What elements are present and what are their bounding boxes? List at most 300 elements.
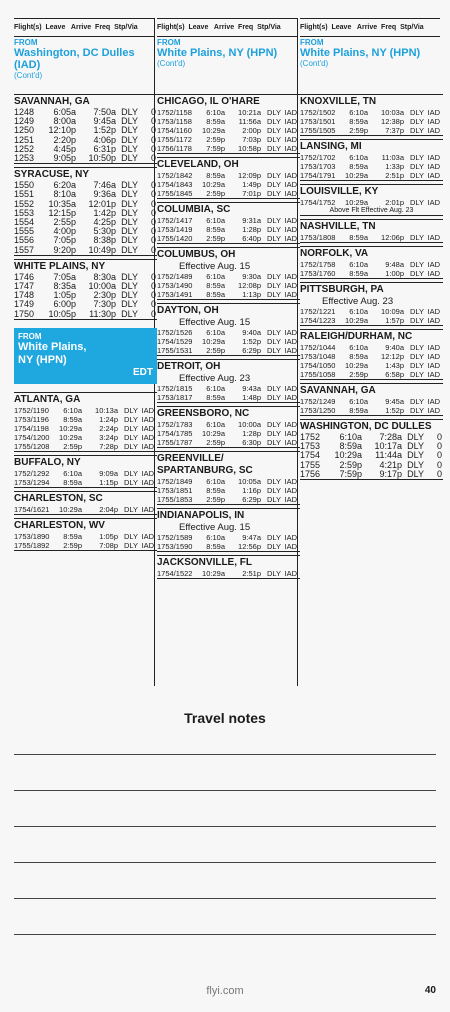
arrive-time: 9:40a <box>385 343 404 352</box>
frequency: DLY <box>409 162 424 171</box>
flight-number: 1753 <box>300 441 321 452</box>
flight-number: 1754 <box>300 450 321 461</box>
leave-time: 2:59p <box>206 346 225 355</box>
leave-time: 6:10a <box>206 477 225 486</box>
leave-time: 10:29a <box>345 316 368 325</box>
destination-section <box>14 518 157 551</box>
flight-row <box>157 420 300 429</box>
flight-row <box>157 189 300 198</box>
frequency: DLY <box>121 271 138 282</box>
frequency: DLY <box>121 125 138 136</box>
stops-via: 0 <box>150 226 156 237</box>
frequency: DLY <box>123 504 138 514</box>
flight-number: 1754/1198 <box>14 423 49 433</box>
arrive-time: 9:47a <box>242 533 261 542</box>
destination-section <box>14 259 157 320</box>
stops-via: IAD <box>284 180 297 189</box>
frequency: DLY <box>266 126 281 135</box>
flight-number: 1752 <box>300 432 321 442</box>
flight-row <box>157 216 300 225</box>
destination-name: RALEIGH/DURHAM, NC <box>300 331 413 342</box>
destination-section <box>157 157 300 199</box>
flight-row <box>300 406 443 415</box>
frequency: DLY <box>409 198 424 207</box>
frequency: DLY <box>123 540 138 550</box>
frequency: DLY <box>121 226 138 237</box>
from-city: Washington, DC Dulles (IAD) <box>14 47 135 71</box>
flight-number: 1253 <box>14 153 35 164</box>
arrive-time: 2:51p <box>242 569 261 578</box>
flight-row <box>157 429 300 438</box>
arrive-time: 2:01p <box>385 198 404 207</box>
stops-via: IAD <box>284 281 297 290</box>
flight-number: 1754/1621 <box>14 504 50 514</box>
leave-time: 2:59p <box>206 135 225 144</box>
flight-number: 1249 <box>14 116 35 127</box>
stops-via: IAD <box>141 414 154 424</box>
frequency: DLY <box>266 225 281 234</box>
frequency: DLY <box>121 143 138 154</box>
arrive-time: 7:50a <box>93 107 116 117</box>
stops-via: IAD <box>284 108 297 117</box>
frequency: DLY <box>409 233 424 242</box>
destination-section <box>14 392 157 452</box>
frequency: DLY <box>266 290 281 299</box>
arrive-time: 9:17p <box>379 468 402 479</box>
arrive-time: 11:56a <box>238 117 261 126</box>
stops-via: IAD <box>284 337 297 346</box>
frequency: DLY <box>266 216 281 225</box>
leave-time: 8:59a <box>63 531 82 541</box>
flight-number: 1753/1808 <box>300 233 336 242</box>
frequency: DLY <box>121 134 138 145</box>
effective-note: Effective Aug. 15 <box>179 317 251 328</box>
arrive-time: 7:01p <box>242 189 261 198</box>
arrive-time: 12:09p <box>238 171 261 180</box>
flight-row <box>157 384 300 393</box>
frequency: DLY <box>266 337 281 346</box>
from-origin-box <box>14 328 157 384</box>
notes-line <box>14 754 436 755</box>
destination-section <box>300 282 443 326</box>
flight-number: 1752/1221 <box>300 307 336 316</box>
flight-row <box>157 533 300 542</box>
frequency: DLY <box>407 468 424 479</box>
destination-section <box>300 246 443 279</box>
leave-time: 10:29a <box>202 126 225 135</box>
flight-number: 1752/1758 <box>300 260 336 269</box>
arrive-time: 2:51p <box>385 171 404 180</box>
frequency: DLY <box>121 180 138 191</box>
arrive-time: 11:03a <box>381 153 404 162</box>
stops-via: IAD <box>284 225 297 234</box>
flight-row <box>157 108 300 117</box>
flight-number: 1750 <box>14 308 35 319</box>
flight-row <box>14 442 157 451</box>
stops-via: IAD <box>141 405 154 415</box>
leave-time: 10:29a <box>345 171 368 180</box>
stops-via: 0 <box>150 281 156 292</box>
flight-number: 1746 <box>14 271 35 282</box>
arrive-time: 4:21p <box>379 459 402 470</box>
leave-time: 6:05a <box>53 107 76 117</box>
frequency: DLY <box>407 450 424 461</box>
arrive-time: 4:25p <box>93 217 116 228</box>
leave-time: 6:10a <box>349 108 368 117</box>
stops-via: 0 <box>150 143 156 154</box>
flight-row <box>300 153 443 162</box>
flight-number: 1753/1851 <box>157 486 193 495</box>
stops-via: IAD <box>141 432 154 442</box>
flight-number: 1754/1752 <box>300 198 336 207</box>
arrive-time: 1:52p <box>385 406 404 415</box>
flight-number: 1252 <box>14 143 35 154</box>
leave-time: 9:20p <box>53 244 76 255</box>
flight-number: 1755/1845 <box>157 189 193 198</box>
flight-number: 1755/1505 <box>300 126 336 135</box>
flight-number: 1752/1849 <box>157 477 193 486</box>
stops-via: IAD <box>284 569 297 578</box>
frequency: DLY <box>266 272 281 281</box>
arrive-time: 12:56p <box>238 542 261 551</box>
flight-number: 1753/1196 <box>14 414 49 424</box>
flight-number: 1753/1703 <box>300 162 336 171</box>
stops-via: 0 <box>150 244 156 255</box>
arrive-time: 9:09a <box>99 468 118 478</box>
from-label: FROM <box>157 38 181 47</box>
frequency: DLY <box>266 542 281 551</box>
leave-time: 2:59p <box>63 441 82 451</box>
from-city: White Plains, <box>18 340 87 353</box>
leave-time: 8:59a <box>206 281 225 290</box>
arrive-time: 2:00p <box>242 126 261 135</box>
notes-line <box>14 826 436 827</box>
destination-section <box>14 455 157 488</box>
leave-time: 2:55p <box>53 217 76 228</box>
footer-url: flyi.com <box>206 985 244 997</box>
leave-time: 6:10a <box>206 420 225 429</box>
flight-number: 1754/1843 <box>157 180 193 189</box>
stops-via: IAD <box>284 144 297 153</box>
leave-time: 8:59a <box>349 233 368 242</box>
stops-via: IAD <box>427 233 440 242</box>
leave-time: 10:35a <box>48 198 76 209</box>
stops-via: 0 <box>150 290 156 301</box>
flight-number: 1752/1589 <box>157 533 193 542</box>
stops-via: IAD <box>284 495 297 504</box>
flight-number: 1248 <box>14 107 35 117</box>
flight-row <box>157 569 300 578</box>
stops-via: IAD <box>427 260 440 269</box>
frequency: DLY <box>266 117 281 126</box>
timezone-label: EDT <box>133 366 153 378</box>
column-header-3: Flight(s) Leave Arrive Freq Stp/Via <box>300 18 440 37</box>
destination-name: COLUMBUS, OH <box>157 249 236 260</box>
leave-time: 8:59a <box>349 117 368 126</box>
stops-via: IAD <box>284 346 297 355</box>
arrive-time: 9:36a <box>93 189 116 200</box>
arrive-time: 1:49p <box>242 180 261 189</box>
frequency: DLY <box>266 234 281 243</box>
flight-number: 1752/1489 <box>157 272 193 281</box>
arrive-time: 8:38p <box>93 235 116 246</box>
leave-time: 10:29a <box>202 429 225 438</box>
from-city: NY (HPN) <box>18 353 67 366</box>
frequency: DLY <box>121 207 138 218</box>
destination-section <box>300 139 443 181</box>
flight-number: 1753/1491 <box>157 290 193 299</box>
destination-name: SAVANNAH, GA <box>300 385 376 396</box>
leave-time: 8:10a <box>53 189 76 200</box>
flight-number: 1755/1853 <box>157 495 193 504</box>
arrive-time: 1:52p <box>93 125 116 136</box>
frequency: DLY <box>266 438 281 447</box>
stops-via: 0 <box>150 189 156 200</box>
frequency: DLY <box>123 531 138 541</box>
timetable-column-1 <box>14 18 157 554</box>
frequency: DLY <box>266 346 281 355</box>
destination-section <box>157 406 300 448</box>
leave-time: 6:10a <box>63 468 82 478</box>
frequency: DLY <box>409 361 424 370</box>
arrive-time: 7:03p <box>242 135 261 144</box>
frequency: DLY <box>409 108 424 117</box>
leave-time: 10:29a <box>202 337 225 346</box>
arrive-time: 1:15p <box>99 477 118 487</box>
arrive-time: 10:58p <box>238 144 261 153</box>
leave-time: 8:59a <box>206 225 225 234</box>
leave-time: 6:10a <box>206 216 225 225</box>
from-city: White Plains, NY (HPN) <box>157 47 278 59</box>
flight-row <box>157 486 300 495</box>
flight-number: 1753/1158 <box>157 117 192 126</box>
destination-name: JACKSONVILLE, FL <box>157 557 253 568</box>
flight-row <box>300 269 443 278</box>
stops-via: IAD <box>284 533 297 542</box>
flight-row <box>14 532 157 541</box>
destination-section <box>300 419 443 480</box>
stops-via: 0 <box>150 107 156 117</box>
flight-row <box>157 393 300 402</box>
arrive-time: 2:30p <box>93 290 116 301</box>
destination-name: CHICAGO, IL O'HARE <box>157 96 260 107</box>
stops-via: IAD <box>284 384 297 393</box>
flight-row <box>14 246 157 255</box>
flight-number: 1754/1785 <box>157 429 193 438</box>
destination-section <box>157 247 300 300</box>
leave-time: 4:00p <box>53 226 76 237</box>
flight-row <box>157 438 300 447</box>
arrive-time: 1:24p <box>99 414 118 424</box>
stops-via: 0 <box>150 299 156 310</box>
leave-time: 2:59p <box>349 126 368 135</box>
flight-row <box>14 469 157 478</box>
flight-number: 1754/1223 <box>300 316 336 325</box>
leave-time: 6:10a <box>206 384 225 393</box>
frequency: DLY <box>409 352 424 361</box>
from-continued: (Cont'd) <box>14 71 43 80</box>
leave-time: 10:29a <box>59 423 82 433</box>
leave-time: 6:00p <box>53 299 76 310</box>
arrive-time: 7:30p <box>93 299 116 310</box>
destination-name: LANSING, MI <box>300 141 362 152</box>
frequency: DLY <box>121 198 138 209</box>
flight-row <box>300 316 443 325</box>
frequency: DLY <box>121 235 138 246</box>
destination-name: WHITE PLAINS, NY <box>14 260 106 272</box>
flight-row <box>300 343 443 352</box>
frequency: DLY <box>266 569 281 578</box>
flight-number: 1755/1172 <box>157 135 192 144</box>
effective-note: Effective Aug. 23 <box>179 373 251 384</box>
flight-row <box>300 108 443 117</box>
flight-row <box>300 233 443 242</box>
arrive-time: 1:16p <box>242 486 261 495</box>
leave-time: 8:59a <box>349 406 368 415</box>
arrive-time: 9:45a <box>93 116 116 127</box>
frequency: DLY <box>407 459 424 470</box>
stops-via: 0 <box>150 235 156 246</box>
stops-via: IAD <box>284 117 297 126</box>
frequency: DLY <box>266 384 281 393</box>
frequency: DLY <box>123 468 138 478</box>
flight-number: 1752/1526 <box>157 328 193 337</box>
leave-time: 6:10a <box>349 307 368 316</box>
stops-via: IAD <box>141 468 154 478</box>
frequency: DLY <box>409 153 424 162</box>
leave-time: 6:10a <box>339 432 362 442</box>
arrive-time: 2:24p <box>99 423 118 433</box>
stops-via: 0 <box>436 468 442 479</box>
leave-time: 6:10a <box>63 405 82 415</box>
frequency: DLY <box>409 307 424 316</box>
frequency: DLY <box>409 406 424 415</box>
frequency: DLY <box>121 116 138 127</box>
leave-time: 2:59p <box>206 189 225 198</box>
destination-section <box>300 383 443 416</box>
arrive-time: 4:06p <box>93 134 116 145</box>
stops-via: 0 <box>150 125 156 136</box>
flight-number: 1753/1294 <box>14 477 50 487</box>
destination-name: NASHVILLE, TN <box>300 221 376 232</box>
flight-number: 1250 <box>14 125 35 136</box>
frequency: DLY <box>409 397 424 406</box>
flight-number: 1752/1044 <box>300 343 336 352</box>
leave-time: 2:59p <box>63 540 82 550</box>
flight-number: 1752/1292 <box>14 468 50 478</box>
leave-time: 6:10a <box>206 108 225 117</box>
column-header-2: Flight(s) Leave Arrive Freq Stp/Via <box>157 18 297 37</box>
flight-row <box>157 495 300 504</box>
flight-row <box>157 126 300 135</box>
arrive-time: 3:24p <box>99 432 118 442</box>
flight-number: 1753/1890 <box>14 531 50 541</box>
arrive-time: 9:40a <box>242 328 261 337</box>
flight-number: 1755/1787 <box>157 438 193 447</box>
flight-number: 1756/1178 <box>157 144 192 153</box>
leave-time: 8:59a <box>349 162 368 171</box>
destination-section <box>157 359 300 403</box>
flight-row <box>157 234 300 243</box>
leave-time: 12:10p <box>48 125 76 136</box>
stops-via: IAD <box>427 117 440 126</box>
destination-section <box>14 167 157 256</box>
frequency: DLY <box>123 477 138 487</box>
leave-time: 7:05p <box>53 235 76 246</box>
frequency: DLY <box>407 441 424 452</box>
leave-time: 8:59a <box>206 117 225 126</box>
arrive-time: 12:01p <box>88 198 116 209</box>
leave-time: 2:59p <box>206 234 225 243</box>
leave-time: 10:29a <box>345 361 368 370</box>
frequency: DLY <box>121 189 138 200</box>
flight-row <box>157 180 300 189</box>
frequency: DLY <box>266 533 281 542</box>
leave-time: 8:59a <box>349 269 368 278</box>
flight-row <box>14 310 157 319</box>
arrive-time: 10:49p <box>88 244 116 255</box>
stops-via: IAD <box>427 126 440 135</box>
frequency: DLY <box>266 108 281 117</box>
frequency: DLY <box>409 316 424 325</box>
leave-time: 6:10a <box>206 272 225 281</box>
arrive-time: 5:30p <box>93 226 116 237</box>
frequency: DLY <box>266 144 281 153</box>
destination-name: ATLANTA, GA <box>14 393 81 405</box>
leave-time: 8:59a <box>206 290 225 299</box>
arrive-time: 1:33p <box>385 162 404 171</box>
from-label: FROM <box>300 38 324 47</box>
flight-number: 1756 <box>300 468 321 479</box>
arrive-time: 6:30p <box>242 438 261 447</box>
flight-row <box>157 290 300 299</box>
arrive-time: 1:48p <box>242 393 261 402</box>
arrive-time: 11:30p <box>89 308 116 319</box>
timetable-column-2 <box>157 18 300 582</box>
stops-via: IAD <box>427 153 440 162</box>
flight-row <box>157 225 300 234</box>
flight-number: 1753/1501 <box>300 117 336 126</box>
frequency: DLY <box>407 432 424 442</box>
flight-row <box>300 126 443 135</box>
flight-row <box>300 260 443 269</box>
flight-number: 1754/1050 <box>300 361 336 370</box>
destination-section <box>300 184 443 216</box>
stops-via: IAD <box>427 198 440 207</box>
flight-row <box>157 117 300 126</box>
destination-name: COLUMBIA, SC <box>157 204 231 215</box>
leave-time: 8:59a <box>349 352 368 361</box>
leave-time: 2:59p <box>339 459 362 470</box>
frequency: DLY <box>121 290 138 301</box>
flight-number: 1753/1250 <box>300 406 336 415</box>
effective-note: Effective Aug. 23 <box>322 296 394 307</box>
frequency: DLY <box>123 414 138 424</box>
leave-time: 2:59p <box>349 370 368 379</box>
destination-section <box>300 219 443 243</box>
stops-via: 0 <box>150 198 156 209</box>
page-number: 40 <box>424 985 436 996</box>
leave-time: 6:20a <box>53 180 76 191</box>
arrive-time: 6:31p <box>93 143 116 154</box>
destination-section <box>14 94 157 164</box>
frequency: DLY <box>121 217 138 228</box>
from-heading <box>14 38 157 94</box>
leave-time: 6:10a <box>349 260 368 269</box>
destination-name: DAYTON, OH <box>157 305 219 316</box>
arrive-time: 10:05a <box>238 477 261 486</box>
from-label: FROM <box>18 331 42 341</box>
